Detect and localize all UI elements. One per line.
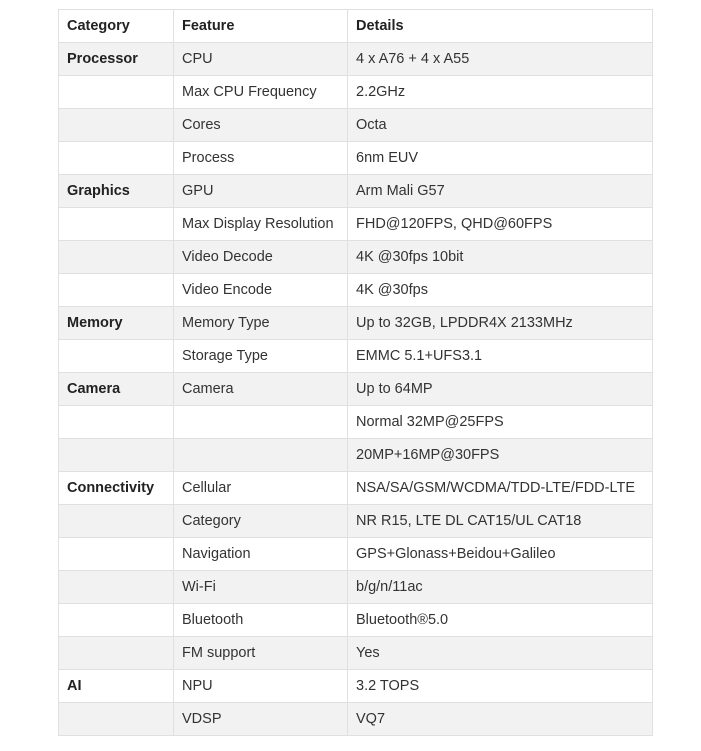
category-cell [59, 274, 174, 307]
feature-cell: FM support [174, 637, 348, 670]
category-cell [59, 406, 174, 439]
feature-cell: Storage Type [174, 340, 348, 373]
details-cell: 2.2GHz [348, 76, 653, 109]
feature-cell: Process [174, 142, 348, 175]
header-category: Category [59, 10, 174, 43]
feature-cell [174, 439, 348, 472]
category-cell [59, 241, 174, 274]
details-cell: 20MP+16MP@30FPS [348, 439, 653, 472]
category-cell [59, 76, 174, 109]
category-cell [59, 439, 174, 472]
details-cell: NR R15, LTE DL CAT15/UL CAT18 [348, 505, 653, 538]
details-cell: 3.2 TOPS [348, 670, 653, 703]
category-cell [59, 538, 174, 571]
category-cell: Graphics [59, 175, 174, 208]
feature-cell: Max CPU Frequency [174, 76, 348, 109]
category-cell: Connectivity [59, 472, 174, 505]
feature-cell: Category [174, 505, 348, 538]
table-row [59, 142, 653, 175]
spec-table-container [58, 9, 653, 736]
table-row [59, 208, 653, 241]
category-cell: Processor [59, 43, 174, 76]
category-cell [59, 571, 174, 604]
details-cell: Octa [348, 109, 653, 142]
header-details: Details [348, 10, 653, 43]
table-row [59, 637, 653, 670]
details-cell: 4 x A76 + 4 x A55 [348, 43, 653, 76]
feature-cell: GPU [174, 175, 348, 208]
feature-cell: Bluetooth [174, 604, 348, 637]
details-cell: NSA/SA/GSM/WCDMA/TDD-LTE/FDD-LTE [348, 472, 653, 505]
feature-cell [174, 406, 348, 439]
feature-cell: Memory Type [174, 307, 348, 340]
table-row [59, 307, 653, 340]
spec-table [58, 9, 653, 736]
details-cell: Bluetooth®5.0 [348, 604, 653, 637]
feature-cell: Cores [174, 109, 348, 142]
category-cell: Camera [59, 373, 174, 406]
table-row [59, 109, 653, 142]
table-row [59, 670, 653, 703]
feature-cell: NPU [174, 670, 348, 703]
feature-cell: Wi-Fi [174, 571, 348, 604]
feature-cell: Navigation [174, 538, 348, 571]
category-cell [59, 142, 174, 175]
details-cell: 4K @30fps 10bit [348, 241, 653, 274]
details-cell: b/g/n/11ac [348, 571, 653, 604]
table-row [59, 340, 653, 373]
table-row [59, 538, 653, 571]
table-row [59, 241, 653, 274]
feature-cell: Cellular [174, 472, 348, 505]
feature-cell: Camera [174, 373, 348, 406]
category-cell [59, 208, 174, 241]
details-cell: EMMC 5.1+UFS3.1 [348, 340, 653, 373]
feature-cell: VDSP [174, 703, 348, 736]
details-cell: Normal 32MP@25FPS [348, 406, 653, 439]
category-cell [59, 505, 174, 538]
table-row [59, 703, 653, 736]
header-feature: Feature [174, 10, 348, 43]
table-row [59, 43, 653, 76]
table-row [59, 274, 653, 307]
category-cell [59, 109, 174, 142]
category-cell [59, 604, 174, 637]
details-cell: FHD@120FPS, QHD@60FPS [348, 208, 653, 241]
details-cell: GPS+Glonass+Beidou+Galileo [348, 538, 653, 571]
table-row [59, 406, 653, 439]
details-cell: VQ7 [348, 703, 653, 736]
feature-cell: Video Encode [174, 274, 348, 307]
table-header-row [59, 10, 653, 43]
details-cell: Up to 32GB, LPDDR4X 2133MHz [348, 307, 653, 340]
details-cell: Yes [348, 637, 653, 670]
feature-cell: CPU [174, 43, 348, 76]
feature-cell: Video Decode [174, 241, 348, 274]
details-cell: Up to 64MP [348, 373, 653, 406]
table-row [59, 175, 653, 208]
details-cell: 6nm EUV [348, 142, 653, 175]
feature-cell: Max Display Resolution [174, 208, 348, 241]
details-cell: 4K @30fps [348, 274, 653, 307]
table-row [59, 76, 653, 109]
table-row [59, 604, 653, 637]
table-row [59, 439, 653, 472]
category-cell [59, 703, 174, 736]
details-cell: Arm Mali G57 [348, 175, 653, 208]
table-row [59, 571, 653, 604]
category-cell [59, 637, 174, 670]
table-row [59, 472, 653, 505]
category-cell [59, 340, 174, 373]
category-cell: AI [59, 670, 174, 703]
category-cell: Memory [59, 307, 174, 340]
table-row [59, 373, 653, 406]
table-row [59, 505, 653, 538]
